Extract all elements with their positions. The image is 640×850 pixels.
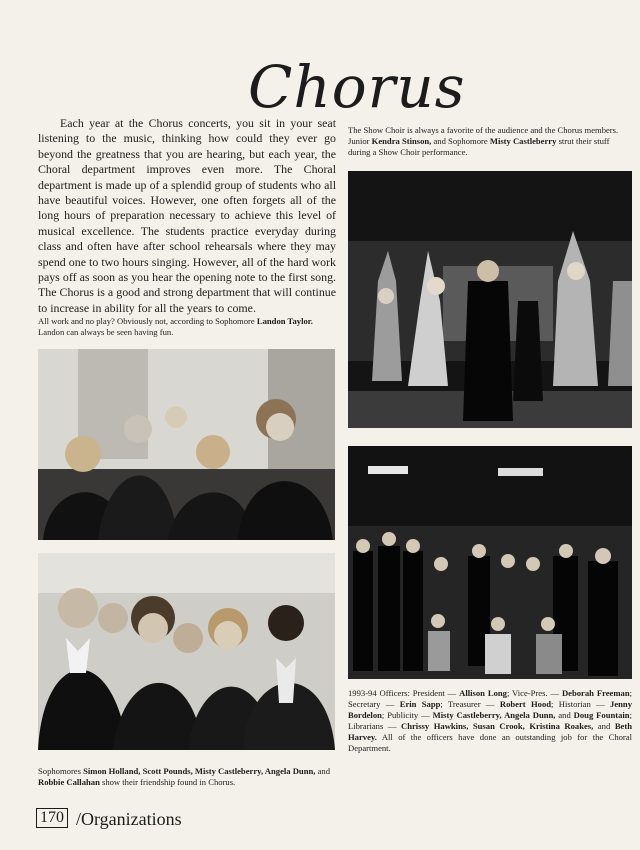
caption-text: ; Secretary — [348, 688, 632, 709]
caption-text: 1993-94 Officers: President — [348, 688, 460, 698]
caption-text: ; Librarians — [348, 710, 632, 731]
caption-text: The Show Choir is always a favorite of the audience and the Chorus members. Junior [348, 125, 619, 146]
caption-name: Misty Castleberry [489, 136, 557, 146]
photo-officers [348, 446, 632, 679]
caption-landon [38, 316, 336, 338]
caption-text: show their friendship found in Chorus. [99, 777, 236, 787]
caption-text: strut their stuff during a Show Choir performance. [348, 136, 610, 157]
intro-paragraph: Each year at the Chorus concerts, you sit in your seat listening to the music, thinking how could they ever go beyond the greatness that you are hearing, but each year, the Choral department improves even more. The Choral department is made up of a splendid group of students who all have beautiful voices. However, one often forgets all of the long hours of preparation necessary to achieve this level of musical excellence. The students practice everyday during class and often have after school rehearsals where they may spend one to two hours singing. However, all of the hard work pays off as soon as you hear the opening note to the first song. The Chorus is a good and strong department that will continue to increase in ability for all the years to come. [38, 116, 336, 315]
page-title: Chorus [248, 53, 466, 121]
caption-text: and [593, 721, 615, 731]
page-footer [36, 808, 182, 830]
caption-name: Simon Holland, Scott Pounds, Misty Castleberry, Angela Dunn, [83, 766, 316, 776]
caption-text: and [315, 766, 330, 776]
section-label: /Organizations [76, 809, 182, 829]
caption-text: All work and no play? Obviously not, according to Sophomore [38, 316, 257, 326]
caption-name: Beth Harvey. [348, 721, 632, 742]
caption-text: Landon can always be seen having fun. [38, 327, 174, 337]
caption-name: Robert Hood [499, 699, 552, 709]
caption-name: Misty Castleberry, Angela Dunn, [432, 710, 556, 720]
caption-text: and Sophomore [431, 136, 490, 146]
caption-show-choir [348, 125, 632, 158]
caption-name: Deborah Freeman [561, 688, 630, 698]
caption-text: Sophomores [38, 766, 84, 776]
photo-show-choir [348, 171, 632, 428]
caption-text: ; Vice-Pres. — [506, 688, 562, 698]
photo-sophomores [38, 553, 335, 750]
caption-sophomores [38, 766, 336, 788]
caption-name: Kendra Stinson, [371, 136, 432, 146]
caption-name: Erin Sapp [399, 699, 441, 709]
caption-text: and [555, 710, 574, 720]
caption-text: ; Publicity — [381, 710, 433, 720]
caption-name: Doug Fountain [573, 710, 630, 720]
caption-text: ; Historian — [551, 699, 611, 709]
caption-text: All of the officers have done an outstanding job for the Choral Department. [348, 732, 632, 753]
caption-name: Allison Long [459, 688, 507, 698]
caption-officers [348, 688, 632, 754]
caption-text: ; Treasurer — [440, 699, 500, 709]
caption-name: Robbie Callahan [38, 777, 100, 787]
caption-name: Landon Taylor. [256, 316, 313, 326]
page-number: 170 [36, 808, 68, 828]
photo-landon-group [38, 349, 335, 540]
caption-name: Chrissy Hawkins, Susan Crook, Kristina Roakes, [401, 721, 594, 731]
caption-name: Jenny Bordelon [348, 699, 632, 720]
